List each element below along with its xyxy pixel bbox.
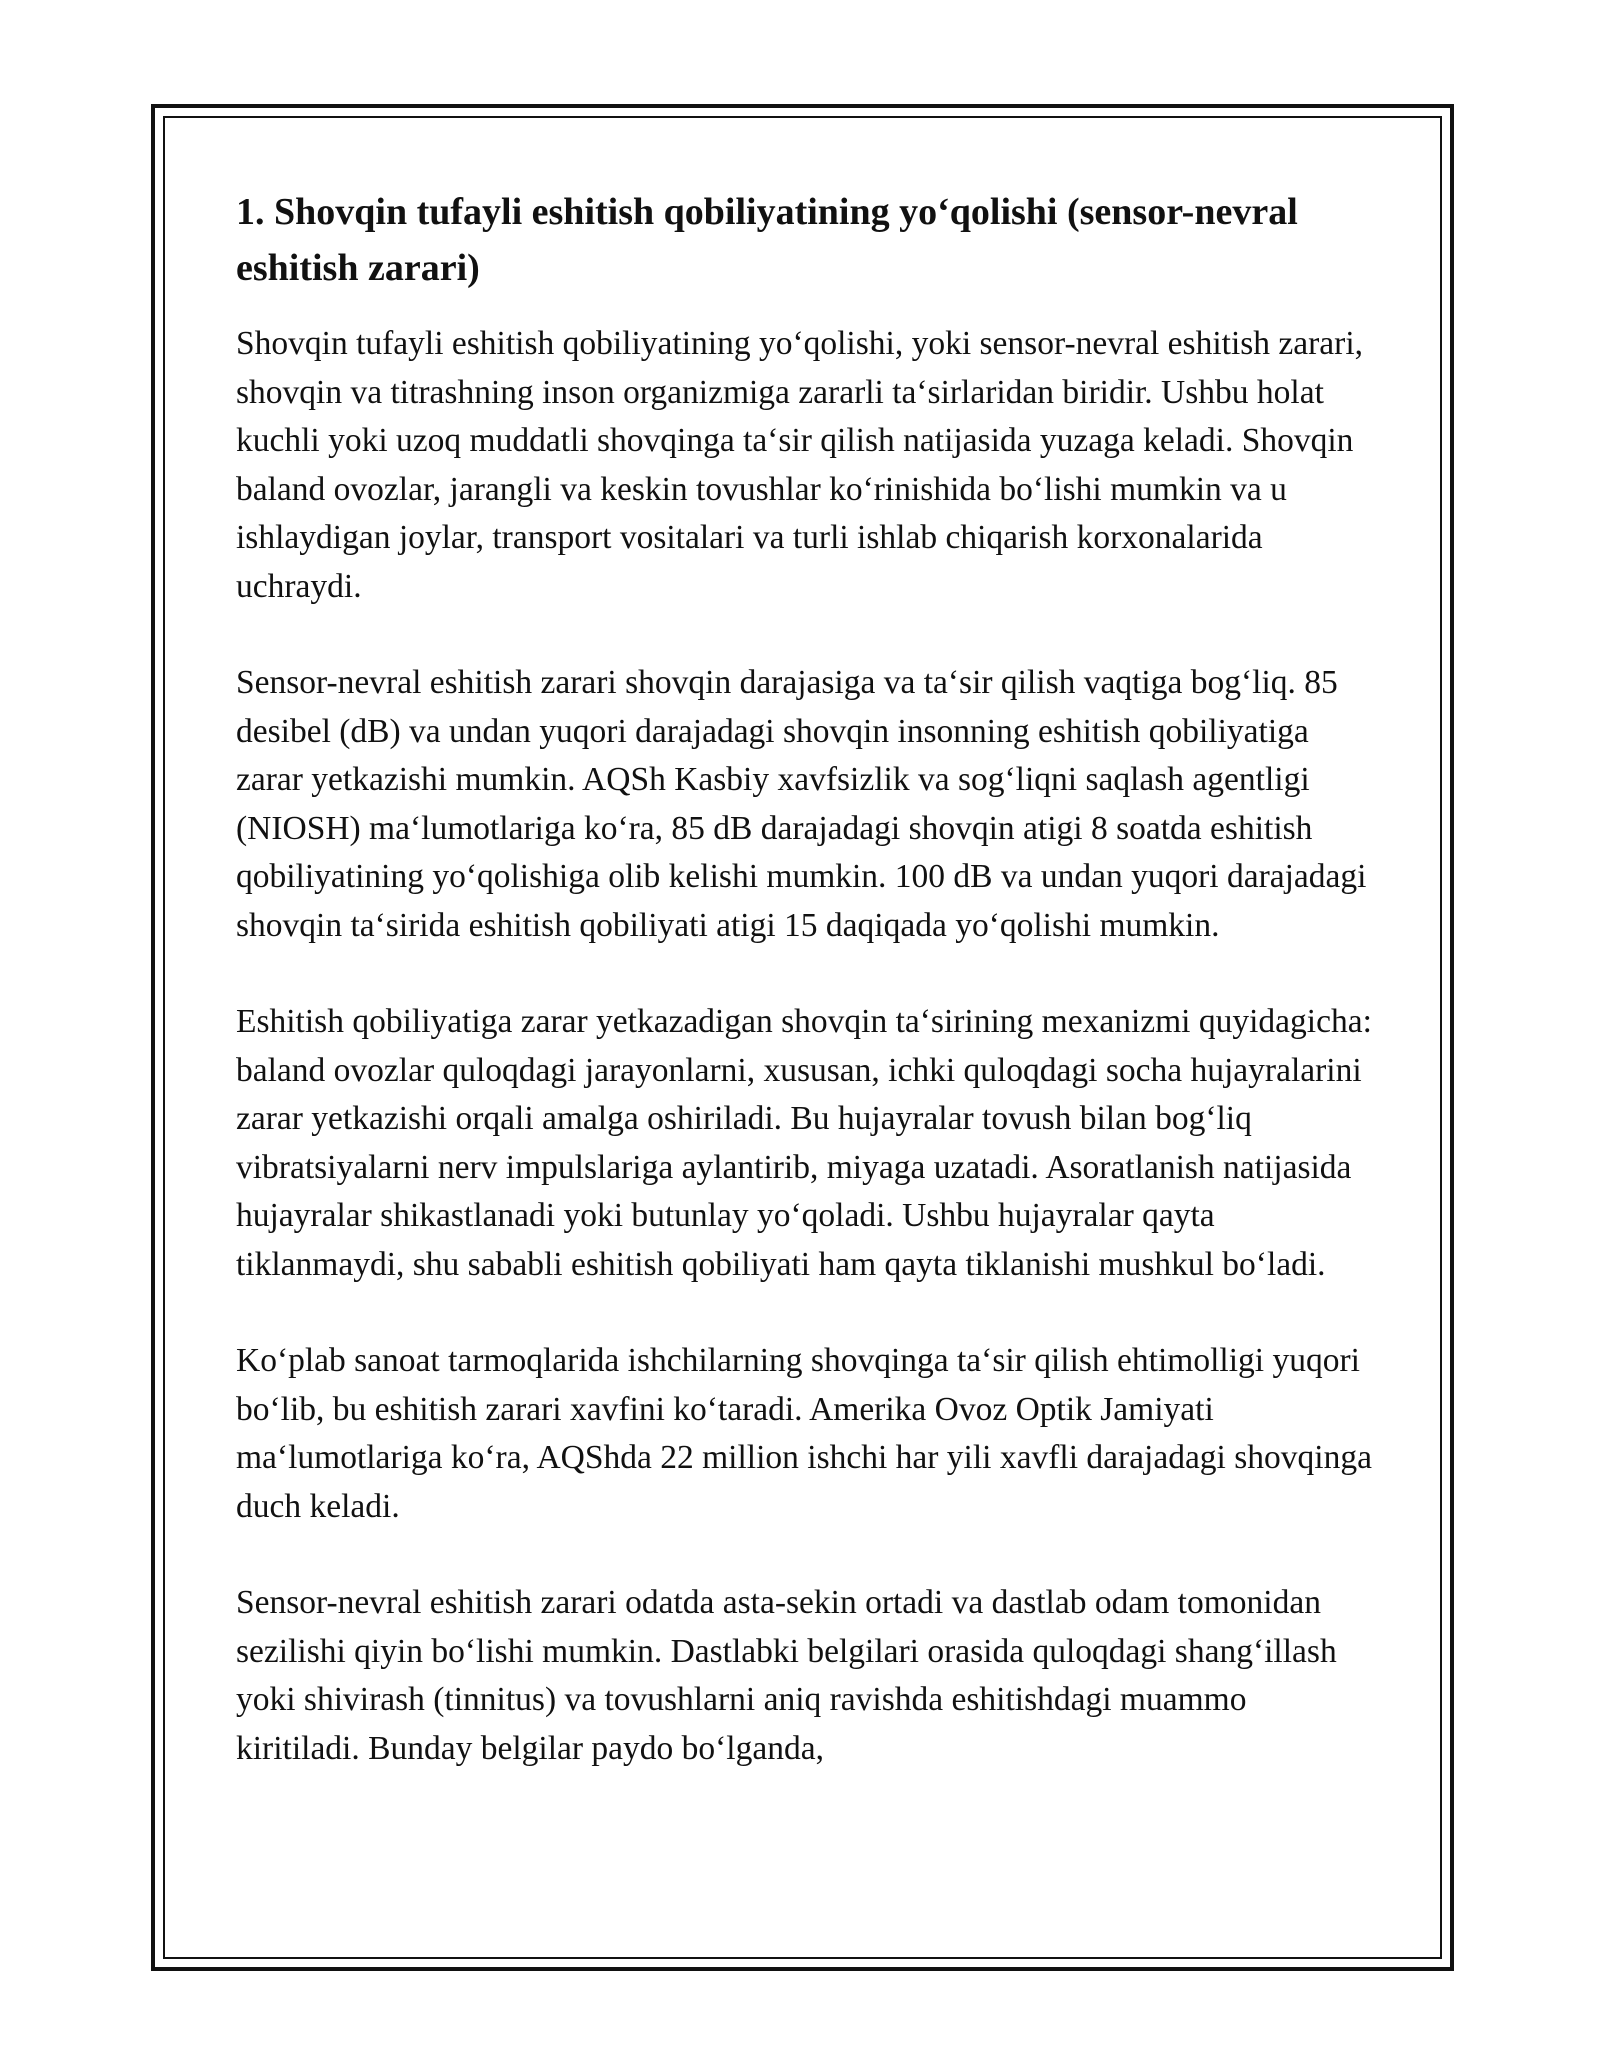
document-body (236, 184, 1376, 1821)
paragraph-5: Sensor-nevral eshitish zarari odatda asta-sekin ortadi va dastlab odam tomonidan sezilishi qiyin bo‘lishi mumkin. Dastlabki belgilari orasida quloqdagi shang‘illash yoki shivirash (tinnitus) va tovushlarni aniq ravishda eshitishdagi muammo kiritiladi. Bunday belgilar paydo bo‘lganda, (236, 1584, 1337, 1767)
paragraph-1: Shovqin tufayli eshitish qobiliyatining yo‘qolishi, yoki sensor-nevral eshitish zarari, shovqin va titrashning inson organizmiga zararli ta‘sirlaridan biridir. Ushbu holat kuchli yoki uzoq muddatli shovqinga ta‘sir qilish natijasida yuzaga keladi. Shovqin baland ovozlar, jarangli va keskin tovushlar ko‘rinishida bo‘lishi mumkin va u ishlaydigan joylar, transport vositalari va turli ishlab chiqarish korxonalarida uchraydi. (236, 325, 1364, 605)
section-title: 1. Shovqin tufayli eshitish qobiliyatining yo‘qolishi (sensor-nevral eshitish zarari) (236, 191, 1298, 289)
paragraph-3: Eshitish qobiliyatiga zarar yetkazadigan shovqin ta‘sirining mexanizmi quyidagicha: baland ovozlar quloqdagi jarayonlarni, xususan, ichki quloqdagi socha hujayralarini zarar yetkazishi orqali amalga oshiriladi. Bu hujayralar tovush bilan bog‘liq vibratsiyalarni nerv impulslariga aylantirib, miyaga uzatadi. Asoratlanish natijasida hujayralar shikastlanadi yoki butunlay yo‘qoladi. Ushbu hujayralar qayta tiklanmaydi, shu sababli eshitish qobiliyati ham qayta tiklanishi mushkul bo‘ladi. (236, 1003, 1372, 1283)
paragraph-2: Sensor-nevral eshitish zarari shovqin darajasiga va ta‘sir qilish vaqtiga bog‘liq. 85 desibel (dB) va undan yuqori darajadagi shovqin insonning eshitish qobiliyatiga zarar yetkazishi mumkin. AQSh Kasbiy xavfsizlik va sog‘liqni saqlash agentligi (NIOSH) ma‘lumotlariga ko‘ra, 85 dB darajadagi shovqin atigi 8 soatda eshitish qobiliyatining yo‘qolishiga olib kelishi mumkin. 100 dB va undan yuqori darajadagi shovqin ta‘sirida eshitish qobiliyati atigi 15 daqiqada yo‘qolishi mumkin. (236, 664, 1367, 944)
paragraph-4: Ko‘plab sanoat tarmoqlarida ishchilarning shovqinga ta‘sir qilish ehtimolligi yuqori bo‘lib, bu eshitish zarari xavfini ko‘taradi. Amerika Ovoz Optik Jamiyati ma‘lumotlariga ko‘ra, AQShda 22 million ishchi har yili xavfli darajadagi shovqinga duch keladi. (236, 1342, 1372, 1525)
